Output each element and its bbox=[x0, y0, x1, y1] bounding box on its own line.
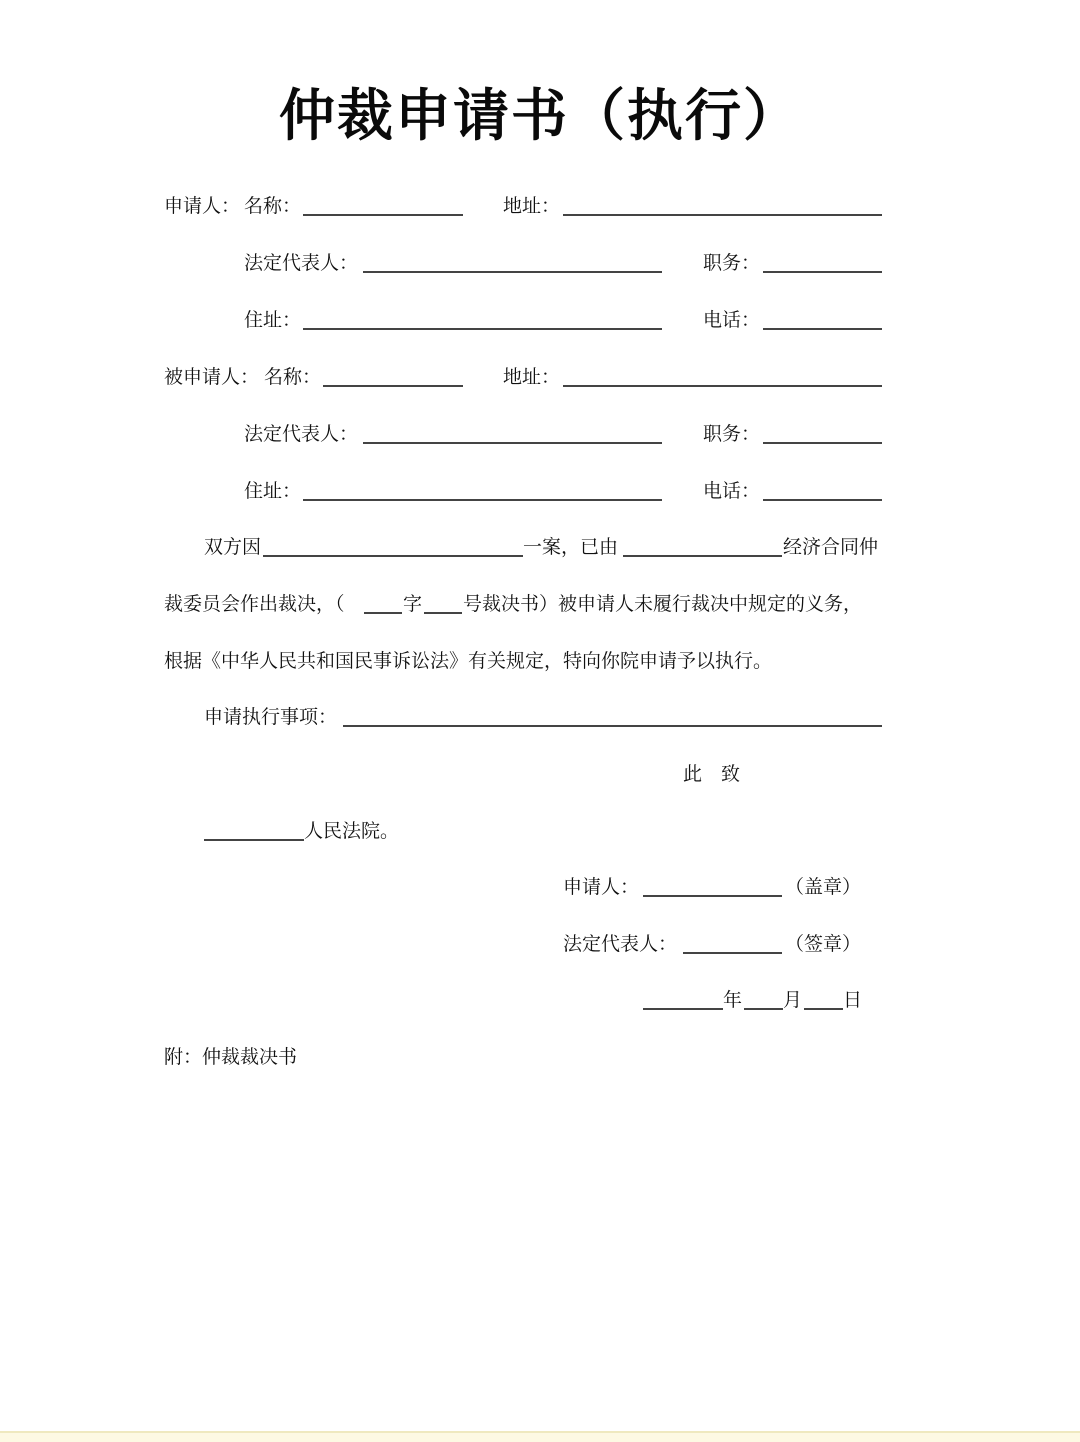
applicant-address-field[interactable] bbox=[563, 214, 882, 216]
signature-legal-rep-label: 法定代表人： bbox=[563, 933, 678, 955]
applicant-address-label: 地址： bbox=[503, 195, 561, 217]
body-text-p1-b: 一案，已由 bbox=[523, 536, 619, 558]
applicant-residence-field[interactable] bbox=[303, 328, 662, 330]
seal-note: （盖章） bbox=[785, 876, 862, 898]
matters-label: 申请执行事项： bbox=[204, 706, 338, 728]
body-text-p1-a: 双方因 bbox=[204, 536, 262, 558]
respondent-residence-label: 住址： bbox=[244, 480, 302, 502]
applicant-name-label: 名称： bbox=[244, 195, 302, 217]
respondent-position-field[interactable] bbox=[763, 442, 882, 444]
date-day-label: 日 bbox=[843, 989, 863, 1011]
applicant-position-label: 职务： bbox=[703, 252, 761, 274]
applicant-phone-field[interactable] bbox=[763, 328, 882, 330]
respondent-address-label: 地址： bbox=[503, 366, 561, 388]
page-bottom-tint bbox=[0, 1433, 1080, 1442]
respondent-legal-rep-label: 法定代表人： bbox=[244, 423, 359, 445]
attachment-note: 附：仲裁裁决书 bbox=[164, 1046, 298, 1068]
date-month-label: 月 bbox=[783, 989, 803, 1011]
applicant-legal-rep-field[interactable] bbox=[363, 271, 662, 273]
applicant-name-field[interactable] bbox=[303, 214, 463, 216]
signature-applicant-field[interactable] bbox=[643, 895, 782, 897]
date-year-label: 年 bbox=[723, 989, 743, 1011]
award-prefix-field[interactable] bbox=[364, 612, 402, 614]
respondent-position-label: 职务： bbox=[703, 423, 761, 445]
signature-legal-rep-field[interactable] bbox=[683, 952, 782, 954]
case-name-field[interactable] bbox=[263, 555, 523, 557]
signature-applicant-label: 申请人： bbox=[563, 876, 640, 898]
applicant-legal-rep-label: 法定代表人： bbox=[244, 252, 359, 274]
body-text-p3: 根据《中华人民共和国民事诉讼法》有关规定，特向你院申请予以执行。 bbox=[164, 650, 773, 672]
sign-note: （签章） bbox=[785, 933, 862, 955]
date-month-field[interactable] bbox=[744, 1008, 783, 1010]
arbitration-committee-field[interactable] bbox=[623, 555, 782, 557]
date-year-field[interactable] bbox=[643, 1008, 723, 1010]
matters-field[interactable] bbox=[343, 725, 882, 727]
respondent-name-field[interactable] bbox=[323, 385, 463, 387]
date-day-field[interactable] bbox=[804, 1008, 843, 1010]
respondent-legal-rep-field[interactable] bbox=[363, 442, 662, 444]
respondent-phone-label: 电话： bbox=[703, 480, 761, 502]
body-text-p2-c: 号裁决书）被申请人未履行裁决中规定的义务， bbox=[463, 593, 863, 615]
court-name-field[interactable] bbox=[204, 839, 304, 841]
award-number-field[interactable] bbox=[424, 612, 462, 614]
body-text-p2-a: 裁委员会作出裁决，（ bbox=[164, 593, 345, 615]
salutation: 此 致 bbox=[683, 763, 741, 785]
respondent-phone-field[interactable] bbox=[763, 499, 882, 501]
applicant-phone-label: 电话： bbox=[703, 309, 761, 331]
respondent-address-field[interactable] bbox=[563, 385, 882, 387]
body-text-p2-b: 字 bbox=[403, 593, 423, 615]
document-title: 仲裁申请书（执行） bbox=[279, 84, 801, 149]
court-suffix: 人民法院。 bbox=[304, 820, 400, 842]
body-text-p1-c: 经济合同仲 bbox=[783, 536, 879, 558]
respondent-name-label: 名称： bbox=[264, 366, 322, 388]
respondent-label: 被申请人： bbox=[164, 366, 260, 388]
applicant-residence-label: 住址： bbox=[244, 309, 302, 331]
respondent-residence-field[interactable] bbox=[303, 499, 662, 501]
applicant-label: 申请人： bbox=[164, 195, 241, 217]
applicant-position-field[interactable] bbox=[763, 271, 882, 273]
